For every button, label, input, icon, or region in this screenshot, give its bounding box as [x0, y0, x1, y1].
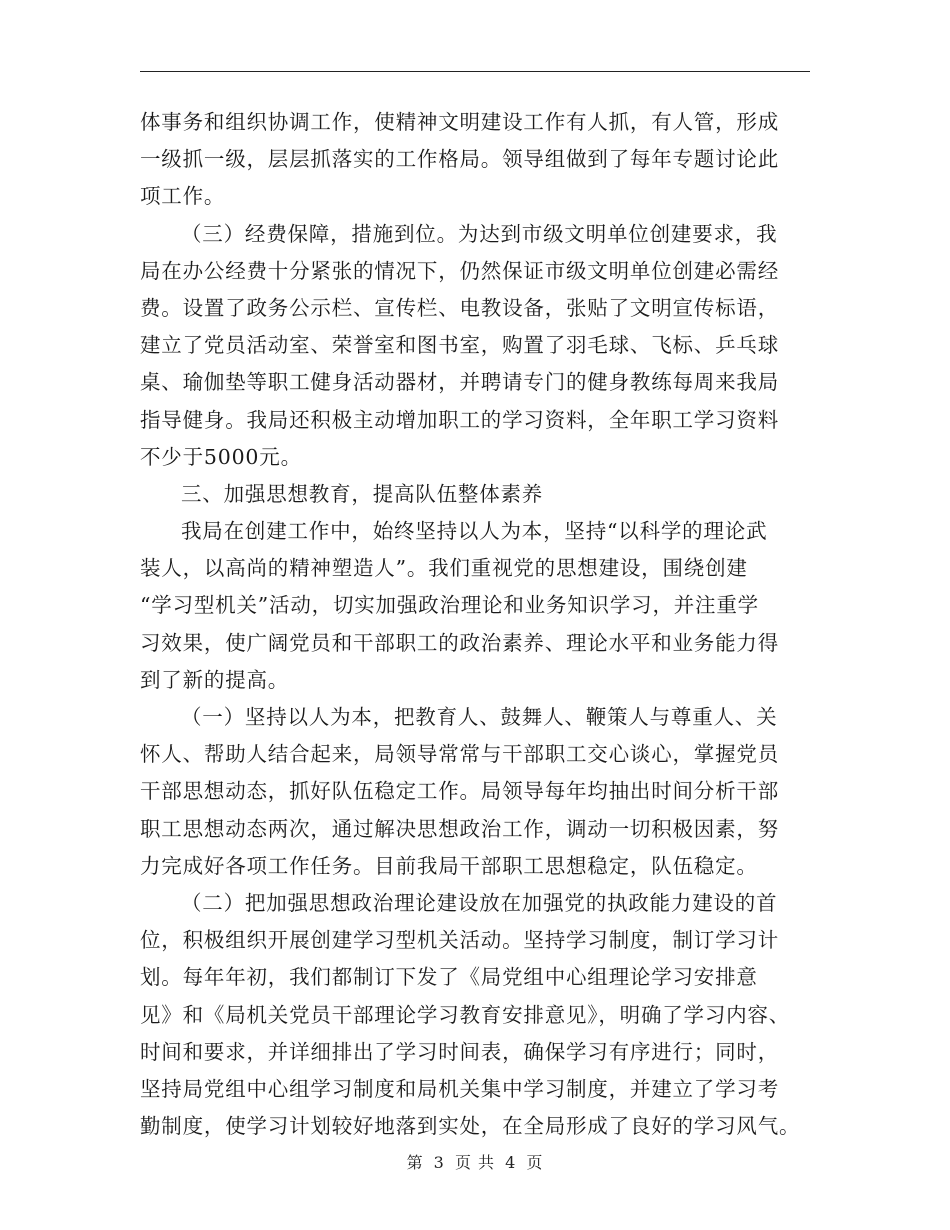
text-line: 到了新的提高。	[140, 667, 290, 692]
text-line: 一级抓一级，层层抓落实的工作格局。领导组做到了每年专题讨论此	[140, 147, 779, 172]
text-line: （一）坚持以人为本，把教育人、鼓舞人、鞭策人与尊重人、关	[181, 705, 778, 729]
body-text	[140, 104, 820, 1145]
page-footer	[0, 1150, 950, 1173]
text-line: 桌、瑜伽垫等职工健身活动器材，并聘请专门的健身教练每周来我局	[140, 370, 779, 395]
text-line: 习效果，使广阔党员和干部职工的政治素养、理论水平和业务能力得	[140, 630, 779, 655]
footer-prefix: 第	[406, 1153, 424, 1172]
text-line: 力完成好各项工作任务。目前我局干部职工思想稳定，队伍稳定。	[140, 853, 758, 878]
text-line: 局在办公经费十分紧张的情况下，仍然保证市级文明单位创建必需经	[140, 258, 779, 283]
text-line: 三、加强思想教育，提高队伍整体素养	[181, 481, 544, 506]
footer-mid: 页 共	[454, 1153, 496, 1172]
text-line: 时间和要求，并详细排出了学习时间表，确保学习有序进行；同时，	[140, 1039, 779, 1064]
text-line: “学习型机关”活动，切实加强政治理论和业务知识学习，并注重学	[140, 593, 759, 618]
header-rule	[140, 71, 810, 72]
text-line: 指导健身。我局还积极主动增加职工的学习资料，全年职工学习资料	[140, 407, 779, 432]
text-line: 干部思想动态，抓好队伍稳定工作。局领导每年均抽出时间分析干部	[140, 779, 779, 804]
text-line: 职工思想动态两次，通过解决思想政治工作，调动一切积极因素，努	[140, 816, 779, 841]
text-line: 勤制度，使学习计划较好地落到实处，在全局形成了良好的学习风气。	[140, 1114, 801, 1139]
text-line: 项工作。	[140, 184, 226, 209]
text-line: 费。设置了政务公示栏、宣传栏、电教设备，张贴了文明宣传标语，	[140, 295, 779, 320]
text-line: 不少于5000元。	[140, 444, 302, 469]
text-line: 装人，以高尚的精神塑造人”。我们重视党的思想建设，围绕创建	[140, 556, 748, 581]
text-line: 划。每年年初，我们都制订下发了《局党组中心组理论学习安排意	[140, 965, 758, 990]
text-line: 体事务和组织协调工作，使精神文明建设工作有人抓，有人管，形成	[140, 110, 779, 134]
footer-current-page: 3	[433, 1153, 445, 1172]
footer-suffix: 页	[526, 1153, 544, 1172]
footer-total-pages: 4	[505, 1153, 517, 1172]
text-line: 位，积极组织开展创建学习型机关活动。坚持学习制度，制订学习计	[140, 928, 779, 953]
text-line: 坚持局党组中心组学习制度和局机关集中学习制度，并建立了学习考	[140, 1076, 779, 1101]
text-line: 怀人、帮助人结合起来，局领导常常与干部职工交心谈心，掌握党员	[140, 742, 779, 767]
text-line: （三）经费保障，措施到位。为达到市级文明单位创建要求，我	[181, 221, 778, 246]
text-line: （二）把加强思想政治理论建设放在加强党的执政能力建设的首	[181, 890, 778, 915]
text-line: 见》和《局机关党员干部理论学习教育安排意见》，明确了学习内容、	[140, 1002, 791, 1027]
text-line: 建立了党员活动室、荣誉室和图书室，购置了羽毛球、飞标、乒乓球	[140, 333, 779, 358]
text-line: 我局在创建工作中，始终坚持以人为本，坚持“以科学的理论武	[181, 519, 768, 544]
